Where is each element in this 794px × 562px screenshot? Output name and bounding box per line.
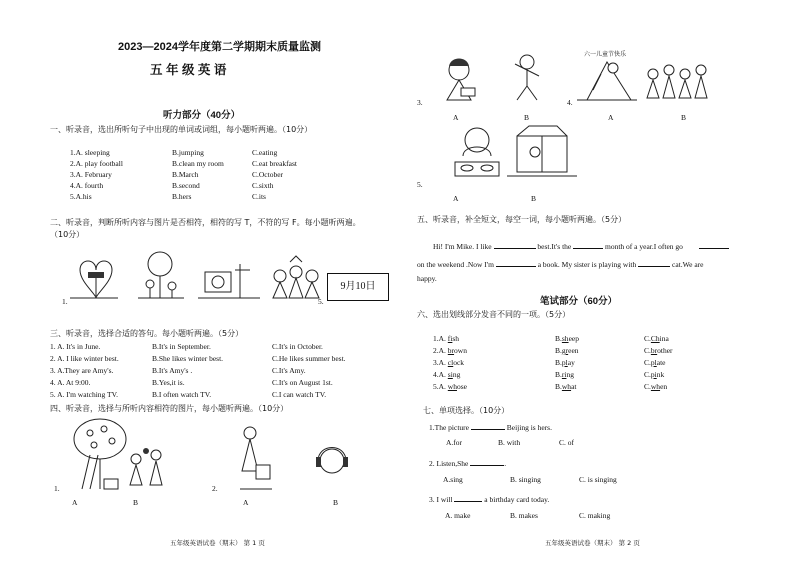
- q3-row-2-c: C.He likes summer best.: [272, 354, 346, 363]
- subject-title: 五 年 级 英 语: [150, 63, 227, 77]
- q3-row-1-c: C.It's in October.: [272, 342, 323, 351]
- q6-option-prefix: C.: [644, 382, 651, 391]
- q4-item-1-a: A: [72, 498, 78, 507]
- q6-option-prefix: C.: [644, 334, 651, 343]
- q5-blank-4[interactable]: [496, 258, 536, 267]
- q3-row-5-c: C.I can watch TV.: [272, 390, 327, 399]
- q6-row-2-opt-c: [644, 346, 673, 355]
- written-title: 笔试部分（60分）: [540, 296, 618, 307]
- girl-reading-picture: [447, 59, 475, 101]
- q6-option-suffix: ate: [656, 358, 666, 367]
- q4-item-1-num: 1.: [54, 484, 60, 493]
- q1-row-2-c: C.eat breakfast: [252, 159, 297, 168]
- q7-q2-stem: 2. Listen,She .: [429, 459, 507, 468]
- q7-q1-opt-c: C. of: [559, 438, 574, 447]
- exercising-picture: [515, 55, 539, 100]
- q4-item-3-a: A: [453, 113, 459, 122]
- q6-option-suffix: ina: [659, 334, 669, 343]
- q6-option-suffix: at: [571, 382, 577, 391]
- q6-option-suffix: ay: [567, 358, 575, 367]
- q3-row-1-b: B.It's in September.: [152, 342, 211, 351]
- q4-pictures-right: [417, 52, 777, 202]
- shopping-picture: [240, 427, 272, 489]
- q4-item-3-num: 3.: [417, 98, 423, 107]
- q6-underlined-letters: cl: [447, 358, 454, 367]
- q1-row-2-a: 2.A. play football: [70, 159, 123, 168]
- q6-underlined-letters: gr: [561, 346, 569, 355]
- q4-item-5-a: A: [453, 194, 459, 203]
- listening-title: 听力部分（40分）: [163, 110, 241, 121]
- q6-option-prefix: C.: [644, 346, 651, 355]
- q5-line1-part-a: Hi! I'm Mike. I like: [433, 242, 492, 251]
- q6-option-prefix: B.: [555, 370, 562, 379]
- q7-q2-opt-b: B. singing: [510, 475, 541, 484]
- q6-option-prefix: C.: [644, 358, 651, 367]
- q6-option-prefix: 2.A.: [433, 346, 448, 355]
- q4-item-3-b: B: [524, 113, 530, 122]
- q6-row-4-opt-a: [433, 370, 460, 379]
- q6-underlined-letters: wh: [561, 382, 572, 391]
- footer-right: 五年级英语试卷（期末） 第 2 页: [545, 539, 640, 547]
- q3-row-1-a: 1. A. It's in June.: [50, 342, 101, 351]
- q2-label-1: 1.: [62, 297, 68, 306]
- q1-row-5-b: B.hers: [172, 192, 192, 201]
- q1-row-4-b: B.second: [172, 181, 200, 190]
- q6-option-suffix: sh: [452, 334, 460, 343]
- q7-q3-stem-b: a birthday card today.: [484, 495, 550, 504]
- q6-row-5-opt-b: [555, 382, 576, 391]
- q4-item-4-b: B: [681, 113, 687, 122]
- q6-option-suffix: een: [568, 346, 579, 355]
- q5-blank-1[interactable]: [494, 240, 536, 249]
- q5-line1-part-b: best.It's the: [537, 242, 572, 251]
- q3-row-4-c: C.It's on August 1st.: [272, 378, 333, 387]
- q6-row-3-opt-b: [555, 358, 575, 367]
- q4-item-5-num: 5.: [417, 180, 423, 189]
- q6-row-3-opt-c: [644, 358, 665, 367]
- q3-row-5-a: 5. A. I'm watching TV.: [50, 390, 118, 399]
- q7-q1-opt-a: A.for: [446, 438, 463, 447]
- q7-q1-blank[interactable]: [471, 421, 505, 430]
- q3-row-4-b: B.Yes,it is.: [152, 378, 185, 387]
- q6-underlined-letters: pi: [650, 370, 657, 379]
- q5-line-1: [433, 240, 729, 251]
- q6-underlined-letters: br: [650, 346, 658, 355]
- q7-q1-opt-b: B. with: [498, 438, 521, 447]
- q6-underlined-letters: sh: [561, 334, 569, 343]
- q1-row-1-a: 1.A. sleeping: [70, 148, 110, 157]
- q5-line-2: [417, 258, 703, 269]
- q6-option-suffix: other: [657, 346, 673, 355]
- q6-row-4-opt-c: [644, 370, 664, 379]
- girl-eating-picture: [455, 128, 499, 176]
- q6-option-prefix: B.: [555, 382, 562, 391]
- q6-row-1-opt-c: [644, 334, 669, 343]
- q6-option-suffix: own: [454, 346, 467, 355]
- q2-heading-line1: 二、听录音，判断所听内容与图片是否相符，相符的写 T，不符的写 F。每小题听两遍。: [50, 218, 361, 227]
- q6-option-suffix: ock: [453, 358, 465, 367]
- q3-row-2-b: B.She likes winter best.: [152, 354, 224, 363]
- q6-option-prefix: 5.A.: [433, 382, 448, 391]
- q4-item-2-a: A: [243, 498, 249, 507]
- q5-heading: 五、听录音，补全短文，每空一词，每小题听两遍。（5分）: [417, 215, 627, 224]
- q5-blank-3[interactable]: [699, 240, 729, 249]
- q4-item-1-b: B: [133, 498, 139, 507]
- q6-option-suffix: eep: [568, 334, 579, 343]
- q7-q2-opt-c: C. is singing: [579, 475, 617, 484]
- q1-row-5-a: 5.A.his: [70, 192, 92, 201]
- q7-heading: 七、单项选择。（10分）: [423, 406, 510, 415]
- q7-q1-stem: [429, 421, 552, 432]
- window-picture: [507, 126, 577, 176]
- q6-underlined-letters: pl: [650, 358, 657, 367]
- q6-heading: 六、选出划线部分发音不同的一项。（5分）: [417, 310, 571, 319]
- q6-underlined-letters: wh: [650, 382, 661, 391]
- q6-underlined-letters: wh: [447, 382, 457, 391]
- q1-row-3-b: B.March: [172, 170, 199, 179]
- q6-option-prefix: B.: [555, 334, 562, 343]
- q6-option-prefix: B.: [555, 358, 562, 367]
- q7-q3-opt-c: C. making: [579, 511, 611, 520]
- kids-playing-picture: [130, 448, 162, 485]
- people-picture: [273, 256, 319, 298]
- q6-option-suffix: ng: [566, 370, 574, 379]
- q1-row-1-c: C.eating: [252, 148, 278, 157]
- q6-row-2-opt-a: [433, 346, 467, 355]
- q7-q1-stem-a: 1.The picture: [429, 423, 469, 432]
- q6-option-prefix: 3.A.: [433, 358, 448, 367]
- q1-row-1-b: B.jumping: [172, 148, 204, 157]
- q3-row-5-b: B.I often watch TV.: [152, 390, 212, 399]
- q6-option-prefix: C.: [644, 370, 651, 379]
- q6-option-suffix: nk: [656, 370, 665, 379]
- date-box: 9月10日: [327, 273, 389, 301]
- q1-row-4-a: 4.A. fourth: [70, 181, 104, 190]
- q6-row-1-opt-b: [555, 334, 579, 343]
- q3-row-4-a: 4. A. At 9:00.: [50, 378, 91, 387]
- q6-option-prefix: B.: [555, 346, 562, 355]
- q6-option-suffix: en: [660, 382, 668, 391]
- q3-row-3-a: 3. A.They are Amy's.: [50, 366, 114, 375]
- headphones-picture: [316, 448, 348, 474]
- q5-line-3: happy.: [417, 274, 437, 283]
- q6-row-5-opt-a: [433, 382, 467, 391]
- q3-row-3-b: B.It's Amy's .: [152, 366, 193, 375]
- slide-picture: [577, 62, 637, 100]
- q6-underlined-letters: pl: [561, 358, 568, 367]
- q2-heading-line2: （10分）: [50, 230, 85, 239]
- footer-left: 五年级英语试卷（期末） 第 1 页: [170, 539, 265, 547]
- q1-row-3-c: C.October: [252, 170, 284, 179]
- apple-tree-picture: [74, 419, 126, 489]
- q4-item-2-num: 2.: [212, 484, 218, 493]
- q4-item-4-a: A: [608, 113, 614, 122]
- q7-q2-blank[interactable]: [470, 457, 504, 466]
- q5-line2-part-a: on the weekend .Now I'm: [417, 260, 494, 269]
- q1-row-4-c: C.sixth: [252, 181, 274, 190]
- q5-blank-2[interactable]: [573, 240, 603, 249]
- q6-underlined-letters: Ch: [650, 334, 660, 343]
- q3-row-2-a: 2. A. I like winter best.: [50, 354, 119, 363]
- q6-underlined-letters: ri: [561, 370, 567, 379]
- q3-row-3-c: C.It's Amy.: [272, 366, 306, 375]
- q4-pictures: [60, 415, 360, 495]
- q6-row-5-opt-c: [644, 382, 667, 391]
- q6-row-3-opt-a: [433, 358, 464, 367]
- right-page: [397, 0, 794, 562]
- q1-row-2-b: B.clean my room: [172, 159, 224, 168]
- q6-row-2-opt-b: [555, 346, 579, 355]
- q7-q3-opt-a: A. make: [445, 511, 471, 520]
- q6-row-1-opt-a: [433, 334, 459, 343]
- q7-q1-stem-b: Beijing is hers.: [506, 423, 552, 432]
- poster-text: 六一儿童节快乐: [584, 51, 627, 58]
- q3-heading: 三、听录音，选择合适的答句。每小题听两遍。（5分）: [50, 329, 244, 338]
- q6-underlined-letters: si: [447, 370, 453, 379]
- q6-option-prefix: 1.A.: [433, 334, 448, 343]
- table-picture: [198, 264, 260, 298]
- children-group-picture: [647, 65, 707, 98]
- q7-q3-opt-b: B. makes: [510, 511, 538, 520]
- q5-line2-part-b: a book. My sister is playing with: [537, 260, 637, 269]
- q6-underlined-letters: fi: [447, 334, 453, 343]
- q7-q2-opt-a: A.sing: [443, 475, 463, 484]
- q5-line2-part-c: cat.We are: [672, 260, 704, 269]
- q1-row-3-a: 3.A. February: [70, 170, 112, 179]
- q2-label-5: 5.: [318, 297, 324, 306]
- q4-item-5-b: B: [531, 194, 537, 203]
- q1-heading: 一、听录音，选出所听句子中出现的单词或词组，每小题听两遍。（10分）: [50, 125, 313, 134]
- heart-picture: [70, 261, 118, 298]
- q7-q3-stem-a: 3. I will: [429, 495, 453, 504]
- q7-q2-stem-text: 2. Listen,She: [429, 459, 469, 468]
- q5-blank-5[interactable]: [638, 258, 670, 267]
- q6-underlined-letters: br: [447, 346, 455, 355]
- q6-option-suffix: ose: [456, 382, 467, 391]
- q7-q3-blank[interactable]: [454, 493, 482, 502]
- q7-q3-stem: [429, 493, 549, 504]
- q5-line1-part-c: month of a year.I often go: [605, 242, 683, 251]
- q1-row-5-c: C.its: [252, 192, 266, 201]
- q6-option-prefix: 4.A.: [433, 370, 448, 379]
- tree-picture: [138, 252, 184, 298]
- q4-heading: 四、听录音，选择与所听内容相符的图片，每小题听两遍。（10分）: [50, 404, 289, 413]
- q6-option-suffix: ng: [452, 370, 461, 379]
- q4-item-2-b: B: [333, 498, 339, 507]
- exam-title: 2023—2024学年度第二学期期末质量监测: [118, 41, 321, 53]
- q6-row-4-opt-b: [555, 370, 574, 379]
- q4-item-4-num: 4.: [567, 98, 573, 107]
